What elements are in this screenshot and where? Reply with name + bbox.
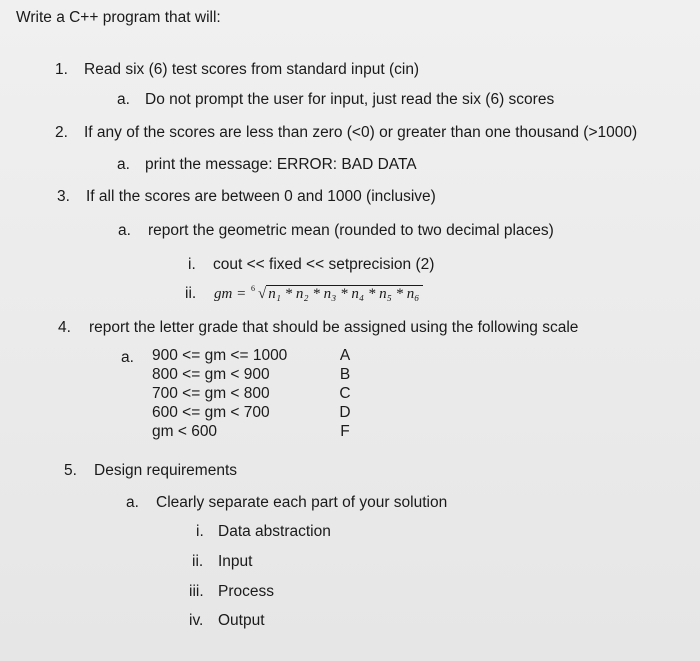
item-text: report the geometric mean (rounded to two decimal places) (148, 222, 554, 239)
root-index: 6 (250, 284, 255, 293)
item-number: iv. (189, 612, 204, 629)
item-number: i. (188, 256, 196, 273)
item-text: If any of the scores are less than zero (<0) or greater than one thousand (>1000) (84, 124, 638, 141)
item-text: Read six (6) test scores from standard input (cin) (84, 61, 420, 78)
item-number: a. (121, 349, 134, 366)
item-number: 5. (64, 462, 77, 479)
item-number: a. (118, 222, 131, 239)
item-text: cout << fixed << setprecision (2) (213, 256, 435, 273)
item-number: iii. (189, 583, 204, 600)
scale-grade: A (339, 347, 351, 364)
scale-range: gm < 600 (152, 423, 218, 440)
formula-lhs: gm = (214, 286, 247, 302)
item-number: ii. (185, 285, 197, 302)
item-number: i. (196, 523, 204, 540)
item-text: Data abstraction (218, 523, 331, 540)
item-number: 2. (55, 124, 68, 141)
geometric-mean-formula (214, 284, 423, 304)
scale-grade: D (339, 404, 351, 421)
radical-sign: √ (257, 286, 267, 302)
item-text: print the message: ERROR: BAD DATA (145, 156, 417, 173)
page-title: Write a C++ program that will: (16, 9, 221, 26)
item-number: a. (117, 156, 130, 173)
item-text: Output (218, 612, 265, 629)
item-text: Design requirements (94, 462, 238, 479)
scale-range: 900 <= gm <= 1000 (152, 347, 288, 364)
item-text: Process (218, 583, 274, 600)
sixth-root (250, 284, 423, 304)
item-number: ii. (192, 553, 204, 570)
scale-range: 600 <= gm < 700 (152, 404, 270, 421)
scale-grade: F (340, 423, 350, 440)
formula-radicand: n₁ * n₂ * n₃ * n₄ * n₅ * n₆ (266, 285, 422, 302)
item-number: 1. (55, 61, 68, 78)
item-text: report the letter grade that should be assigned using the following scale (89, 319, 579, 336)
item-number: a. (117, 91, 130, 108)
item-text: Do not prompt the user for input, just read the six (6) scores (145, 91, 555, 108)
scale-range: 700 <= gm < 800 (152, 385, 270, 402)
item-text: If all the scores are between 0 and 1000 (inclusive) (86, 188, 436, 205)
item-number: 3. (57, 188, 70, 205)
item-number: a. (126, 494, 139, 511)
item-number: 4. (58, 319, 71, 336)
item-text: Clearly separate each part of your solution (156, 494, 448, 511)
item-text: Input (218, 553, 253, 570)
scale-range: 800 <= gm < 900 (152, 366, 270, 383)
scale-grade: C (339, 385, 351, 402)
scale-grade: B (339, 366, 351, 383)
